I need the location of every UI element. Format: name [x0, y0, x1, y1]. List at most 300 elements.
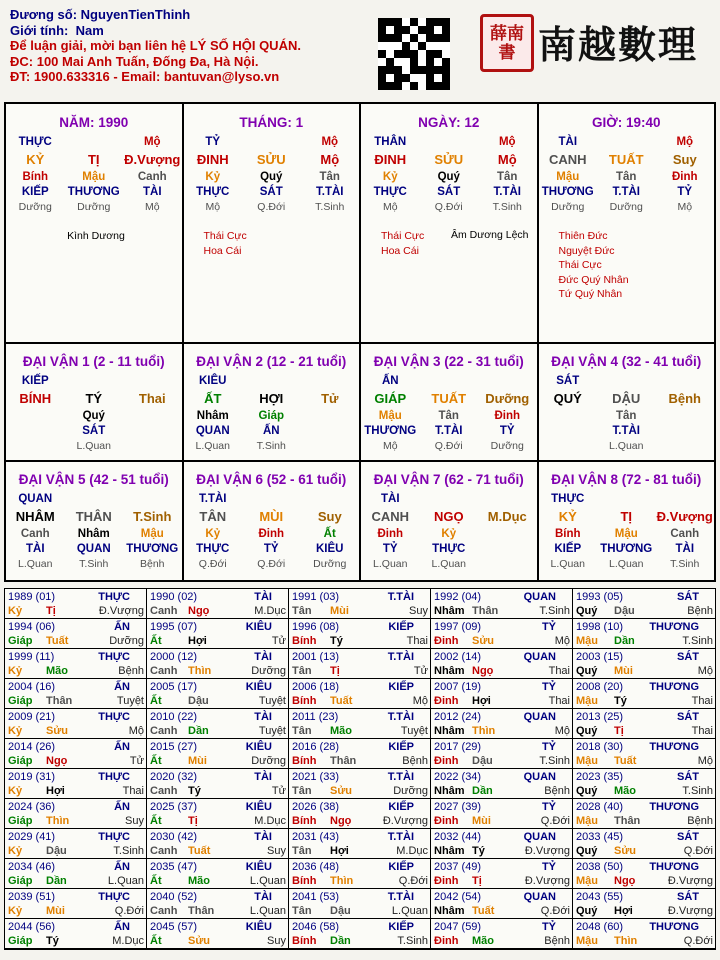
dai-van-hidden-gods-row-1: QUAN [76, 543, 111, 555]
dai-van-god: QUAN [18, 493, 53, 505]
pillar-stem-branch-row-2: Mộ [320, 152, 340, 167]
pillar-stars [194, 229, 354, 258]
pillar-hidden-gods-row-0: THỰC [196, 186, 230, 198]
year-branch: Mùi [188, 755, 207, 767]
year-header [8, 710, 144, 724]
dai-van-hidden-stems-row [184, 409, 360, 424]
year-stem: Canh [150, 845, 178, 857]
year-label: 2001 (13) [292, 651, 340, 663]
year-branch: Dần [330, 935, 351, 947]
dai-van-stage: L.Quan [373, 558, 408, 570]
year-detail [150, 724, 286, 738]
year-stage: M.Dục [254, 605, 286, 617]
year-branch: Thân [472, 605, 499, 617]
year-god: THƯƠNG [649, 741, 699, 753]
year-detail [576, 934, 713, 948]
year-stem: Canh [150, 905, 178, 917]
year-header [576, 800, 713, 814]
dai-van-title: ĐẠI VẬN 5 (42 - 51 tuổi) [18, 472, 169, 487]
pillar-stem-branch-row-1: TỊ [87, 152, 100, 167]
year-cell [431, 889, 573, 919]
year-stem: Kỷ [8, 905, 23, 917]
year-header [576, 710, 713, 724]
year-header [576, 890, 713, 904]
pillar-stem-branch-row-1: SỬU [434, 152, 464, 167]
year-cell [5, 739, 147, 769]
year-label: 2009 (21) [8, 711, 56, 723]
year-stage: Bệnh [118, 665, 144, 677]
dai-van-hidden-gods-row-0: KIẾP [554, 543, 582, 555]
year-detail [150, 754, 286, 768]
year-stage: M.Dục [254, 815, 286, 827]
dai-van-stem-branch-row-0: QUÝ [553, 391, 582, 406]
year-god: ẤN [114, 621, 130, 633]
year-branch: Hợi [188, 635, 207, 647]
year-god: TÀI [254, 891, 272, 903]
dai-van-stem-branch-row [6, 389, 182, 409]
dai-van-stem-branch-row [184, 507, 360, 527]
dai-van-hidden-gods-row-1: T.TÀI [612, 425, 640, 437]
dai-van-stage-row [6, 557, 182, 572]
dai-van-title: ĐẠI VẬN 2 (12 - 21 tuổi) [196, 354, 347, 369]
qr-code-icon[interactable] [378, 18, 450, 90]
year-stage: Đ.Vượng [524, 875, 570, 887]
pillar-body [361, 135, 537, 215]
year-header [576, 740, 713, 754]
year-branch: Dậu [472, 755, 493, 767]
pillar-column [361, 104, 539, 342]
year-cell [573, 619, 715, 649]
year-god: TÀI [254, 591, 272, 603]
dai-van-stem-branch-row-2: M.Dục [487, 509, 527, 524]
year-god: ẤN [114, 861, 130, 873]
dai-van-hidden-gods-row-1: T.TÀI [435, 425, 463, 437]
year-stem: Bính [292, 695, 317, 707]
dai-van-stage-row [539, 439, 715, 454]
year-label: 2002 (14) [434, 651, 482, 663]
gender-label: Giới tính: [10, 22, 69, 38]
year-cell [573, 799, 715, 829]
year-label: 2032 (44) [434, 831, 482, 843]
dai-van-hidden-gods-row [539, 542, 715, 557]
year-stem: Canh [150, 725, 178, 737]
dai-van-stage: Q.Đới [257, 558, 286, 570]
year-detail [150, 934, 286, 948]
year-stage: Tử [271, 785, 286, 797]
year-cell [573, 769, 715, 799]
year-stem: Quý [576, 605, 598, 617]
dai-van-cell [184, 344, 362, 460]
year-label: 1991 (03) [292, 591, 340, 603]
pillar-hidden-stems-row [539, 170, 715, 185]
year-label: 2031 (43) [292, 831, 340, 843]
dai-van-hidden-gods-row [361, 542, 537, 557]
year-stem: Mậu [576, 755, 598, 767]
year-cell [147, 889, 289, 919]
dai-van-stem-branch-row [6, 507, 182, 527]
year-cell [573, 679, 715, 709]
dai-van-title: ĐẠI VẬN 8 (72 - 81 tuổi) [551, 472, 702, 487]
year-header [8, 620, 144, 634]
year-detail [434, 874, 570, 888]
pillar-stage: Mộ [205, 201, 221, 213]
pillar-god-row [184, 135, 360, 150]
header-info [10, 7, 350, 85]
year-cell [289, 679, 431, 709]
year-label: 2029 (41) [8, 831, 56, 843]
year-stem: Canh [150, 785, 178, 797]
year-detail [150, 874, 286, 888]
pillar-stem-branch-row-0: ĐINH [374, 152, 407, 167]
dai-van-stem-branch-row-0: KỶ [558, 509, 577, 524]
year-detail [576, 694, 713, 708]
year-stage: Thai [406, 635, 428, 647]
year-stage: Đ.Vượng [524, 845, 570, 857]
pillar-hidden-stems-row-2: Tân [319, 171, 340, 183]
year-branch: Thân [46, 695, 73, 707]
year-stage: Bệnh [544, 935, 570, 947]
year-stage: Bệnh [402, 755, 428, 767]
year-label: 2023 (35) [576, 771, 624, 783]
year-detail [434, 664, 570, 678]
year-branch: Dần [472, 785, 493, 797]
dai-van-stem-branch-row-1: DẬU [612, 391, 641, 406]
year-god: THƯƠNG [649, 681, 699, 693]
dai-van-stem-branch-row-2: Bệnh [668, 391, 701, 406]
year-branch: Tị [614, 725, 624, 737]
year-cell [5, 769, 147, 799]
year-header [292, 740, 428, 754]
pillar-god-row-2: Mộ [676, 136, 694, 148]
pillar-stars [16, 229, 176, 244]
year-stem: Ất [150, 755, 162, 767]
year-god: QUAN [523, 651, 556, 663]
dai-van-stem-branch-row-2: Tử [321, 391, 339, 406]
year-god: QUAN [523, 891, 556, 903]
pillar-god-row [539, 135, 715, 150]
year-stage: T.Sinh [682, 785, 713, 797]
year-god: QUAN [523, 771, 556, 783]
year-branch: Dần [188, 725, 209, 737]
year-stem: Canh [150, 605, 178, 617]
year-god: SÁT [677, 591, 699, 603]
year-label: 1999 (11) [8, 651, 55, 663]
dai-van-stage-row [361, 439, 537, 454]
year-detail [292, 634, 428, 648]
star-item: Tứ Quý Nhân [558, 288, 623, 300]
pillar-hidden-stems-row-0: Kỷ [205, 171, 221, 183]
year-stage: Dưỡng [109, 635, 144, 647]
dai-van-hidden-stems-row [6, 409, 182, 424]
year-stage: L.Quan [249, 875, 286, 887]
year-header [292, 800, 428, 814]
dai-van-stage: T.Sinh [670, 558, 700, 570]
dai-van-stage-row [6, 439, 182, 454]
year-cell [289, 709, 431, 739]
spacer [123, 374, 182, 389]
spacer [656, 492, 715, 507]
dai-van-god: TÀI [380, 493, 400, 505]
pillar-stem-branch-row [184, 150, 360, 170]
dai-van-hidden-stems-row [539, 527, 715, 542]
year-god: THỰC [98, 891, 130, 903]
year-detail [292, 724, 428, 738]
pillar-hidden-stems-row [6, 170, 182, 185]
dai-van-hidden-stems-row-1: Mậu [614, 528, 638, 540]
year-god: T.TÀI [387, 651, 414, 663]
year-header [8, 740, 144, 754]
year-label: 2027 (39) [434, 801, 482, 813]
year-branch: Dậu [614, 605, 635, 617]
dai-van-god-row [6, 374, 182, 389]
year-cell [147, 829, 289, 859]
year-header [576, 620, 713, 634]
year-god: T.TÀI [387, 591, 414, 603]
year-stem: Giáp [8, 755, 33, 767]
year-cell [431, 829, 573, 859]
year-stem: Tân [292, 605, 312, 617]
year-label: 2041 (53) [292, 891, 340, 903]
year-stage: Thai [548, 665, 570, 677]
year-stage: Tử [413, 665, 428, 677]
pillar-hidden-gods-row [361, 185, 537, 200]
year-stage: Tuyệt [116, 695, 144, 707]
year-stem: Bính [292, 755, 317, 767]
year-branch: Ngọ [614, 875, 636, 887]
pillar-stem-branch-row [539, 150, 715, 170]
star-item: Đức Quý Nhân [558, 273, 629, 286]
year-stage: Tử [271, 635, 286, 647]
year-stem: Bính [292, 815, 317, 827]
year-branch: Dậu [330, 905, 351, 917]
year-stem: Nhâm [434, 605, 465, 617]
year-stage: Q.Đới [683, 935, 713, 947]
dai-van-cell [361, 344, 539, 460]
year-god: TỶ [541, 861, 556, 873]
year-detail [150, 844, 286, 858]
year-label: 2028 (40) [576, 801, 624, 813]
dai-van-hidden-gods-row-2 [478, 542, 537, 557]
year-label: 2048 (60) [576, 921, 624, 933]
year-detail [8, 604, 144, 618]
pillar-god-row-0: TÀI [558, 136, 578, 148]
year-header [434, 920, 570, 934]
year-detail [292, 934, 428, 948]
spacer [478, 492, 537, 507]
year-header [150, 710, 286, 724]
dai-van-stem-branch-row [361, 389, 537, 409]
dai-van-hidden-stems-row-2 [123, 409, 182, 424]
year-stem: Nhâm [434, 845, 465, 857]
year-label: 2011 (23) [292, 711, 339, 723]
year-header [434, 650, 570, 664]
year-god: THỰC [98, 711, 130, 723]
year-cell [5, 829, 147, 859]
year-god: KIÊU [245, 621, 272, 633]
year-god: THƯƠNG [649, 621, 699, 633]
dai-van-stage: T.Sinh [256, 440, 286, 452]
dai-van-row-2 [6, 462, 714, 580]
star-item: Thái Cực [558, 259, 602, 271]
dai-van-stem-branch-row-2: Dưỡng [485, 391, 530, 406]
year-label: 2003 (15) [576, 651, 624, 663]
year-stage: Mộ [697, 755, 713, 767]
year-god: KIẾP [388, 621, 414, 633]
year-cell [5, 799, 147, 829]
year-header [150, 800, 286, 814]
dai-van-stem-branch-row-1: TÝ [85, 391, 103, 406]
year-stage: T.Sinh [682, 635, 713, 647]
year-god: QUAN [523, 711, 556, 723]
year-detail [150, 784, 286, 798]
year-branch: Tuất [614, 755, 637, 767]
dai-van-hidden-stems-row [184, 527, 360, 542]
pillar-stage: Q.Đới [257, 201, 286, 213]
year-cell [431, 859, 573, 889]
year-god: QUAN [523, 831, 556, 843]
pillar-god-row-2: Mộ [498, 136, 516, 148]
year-detail [576, 874, 713, 888]
year-header [292, 710, 428, 724]
year-header [576, 680, 713, 694]
year-detail [150, 814, 286, 828]
pillar-stem-branch-row-2: Suy [672, 152, 697, 167]
phone-email-line[interactable]: ĐT: 1900.633316 - Email: bantuvan@lyso.vn [10, 69, 280, 85]
year-header [292, 650, 428, 664]
year-label: 2007 (19) [434, 681, 482, 693]
dai-van-hidden-gods-row [6, 542, 182, 557]
year-branch: Mão [472, 935, 494, 947]
year-branch: Hợi [472, 695, 491, 707]
pillar-stage: Q.Đới [434, 201, 463, 213]
pillar-hidden-gods-row-1: SÁT [437, 186, 461, 198]
pillar-stars [549, 229, 709, 302]
dai-van-god: SÁT [556, 375, 580, 387]
year-branch: Tị [330, 665, 340, 677]
pillar-stage: Mộ [382, 201, 398, 213]
dai-van-stage [539, 439, 598, 454]
year-branch: Sửu [188, 935, 211, 947]
year-label: 2012 (24) [434, 711, 482, 723]
dai-van-stem-branch-row-1: MÙI [259, 509, 284, 524]
year-stem: Tân [292, 785, 312, 797]
year-stage: Dưỡng [251, 755, 286, 767]
dai-van-stage-row [184, 557, 360, 572]
year-god: KIÊU [245, 921, 272, 933]
year-label: 1997 (09) [434, 621, 482, 633]
year-stem: Mậu [576, 635, 598, 647]
year-header [434, 770, 570, 784]
year-stage: M.Dục [396, 845, 428, 857]
pillar-hidden-gods-row-1: SÁT [259, 186, 283, 198]
year-branch: Tý [330, 635, 343, 647]
year-cell [289, 649, 431, 679]
year-branch: Mão [330, 725, 352, 737]
year-header [292, 830, 428, 844]
dai-van-god-row [539, 492, 715, 507]
year-detail [8, 844, 144, 858]
year-stem: Canh [150, 665, 178, 677]
year-label: 2040 (52) [150, 891, 198, 903]
year-stage: Suy [409, 605, 428, 617]
pillar-hidden-gods-row-2: TÀI [142, 186, 162, 198]
seal-stamp-icon: 薛南 書 [480, 14, 534, 72]
dai-van-stem-branch-row-0: TÂN [199, 509, 227, 524]
year-stem: Nhâm [434, 725, 465, 737]
year-header [434, 890, 570, 904]
pillar-title: GIỜ: 19:40 [591, 115, 661, 130]
year-detail [150, 634, 286, 648]
dai-van-hidden-gods-row-0: QUAN [195, 425, 230, 437]
year-header [8, 920, 144, 934]
year-label: 2034 (46) [8, 861, 56, 873]
year-header [150, 620, 286, 634]
year-god: SÁT [677, 831, 699, 843]
dai-van-cell [6, 344, 184, 460]
year-cell [147, 589, 289, 619]
dai-van-hidden-gods-row-1: TỶ [263, 543, 279, 555]
year-stage: Mộ [412, 695, 428, 707]
year-label: 1998 (10) [576, 621, 624, 633]
year-stage: Bệnh [687, 815, 713, 827]
year-branch: Tuất [188, 845, 211, 857]
dai-van-hidden-gods-row [361, 424, 537, 439]
dai-van-stage: L.Quan [195, 440, 230, 452]
year-god: ẤN [114, 801, 130, 813]
dai-van-hidden-stems-row-1: Kỷ [441, 528, 457, 540]
dai-van-title: ĐẠI VẬN 3 (22 - 31 tuổi) [373, 354, 524, 369]
pillar-hidden-gods-row-2: TỶ [677, 186, 693, 198]
year-header [150, 920, 286, 934]
pillar-stage: Dưỡng [77, 201, 111, 213]
year-stem: Đinh [434, 815, 459, 827]
year-detail [292, 604, 428, 618]
four-pillars-row [6, 104, 714, 344]
year-label: 2008 (20) [576, 681, 624, 693]
dai-van-hidden-stems-row-1: Tân [438, 410, 459, 422]
dai-van-stem-branch-row-1: NGỌ [433, 509, 464, 524]
year-cell [5, 919, 147, 949]
year-cell [289, 589, 431, 619]
star-item: Thái Cực [381, 230, 425, 242]
year-detail [292, 694, 428, 708]
spacer [65, 374, 124, 389]
pillar-hidden-stems-row-0: Kỷ [382, 171, 398, 183]
year-cell [147, 739, 289, 769]
dai-van-hidden-stems-row-0: Kỷ [205, 528, 221, 540]
year-detail [576, 634, 713, 648]
dai-van-hidden-stems-row-1: Tân [616, 410, 637, 422]
dai-van-hidden-gods-row [184, 424, 360, 439]
year-detail [8, 634, 144, 648]
year-detail [434, 814, 570, 828]
year-header [434, 860, 570, 874]
year-god: THỰC [98, 651, 130, 663]
year-cell [5, 619, 147, 649]
pillar-hidden-gods-row-1: T.TÀI [612, 186, 640, 198]
dai-van-god: ẤN [381, 375, 399, 387]
pillar-hidden-gods-row-0: KIẾP [21, 186, 49, 198]
dai-van-hidden-gods-row-2: TỶ [499, 425, 515, 437]
dai-van-hidden-gods-row-0: TÀI [25, 543, 45, 555]
year-god: THƯƠNG [649, 801, 699, 813]
year-header [8, 650, 144, 664]
year-stem: Ất [150, 815, 162, 827]
year-cell [431, 649, 573, 679]
year-stem: Ất [150, 695, 162, 707]
year-stage: M.Dục [112, 935, 144, 947]
year-stage: Tuyệt [400, 725, 428, 737]
